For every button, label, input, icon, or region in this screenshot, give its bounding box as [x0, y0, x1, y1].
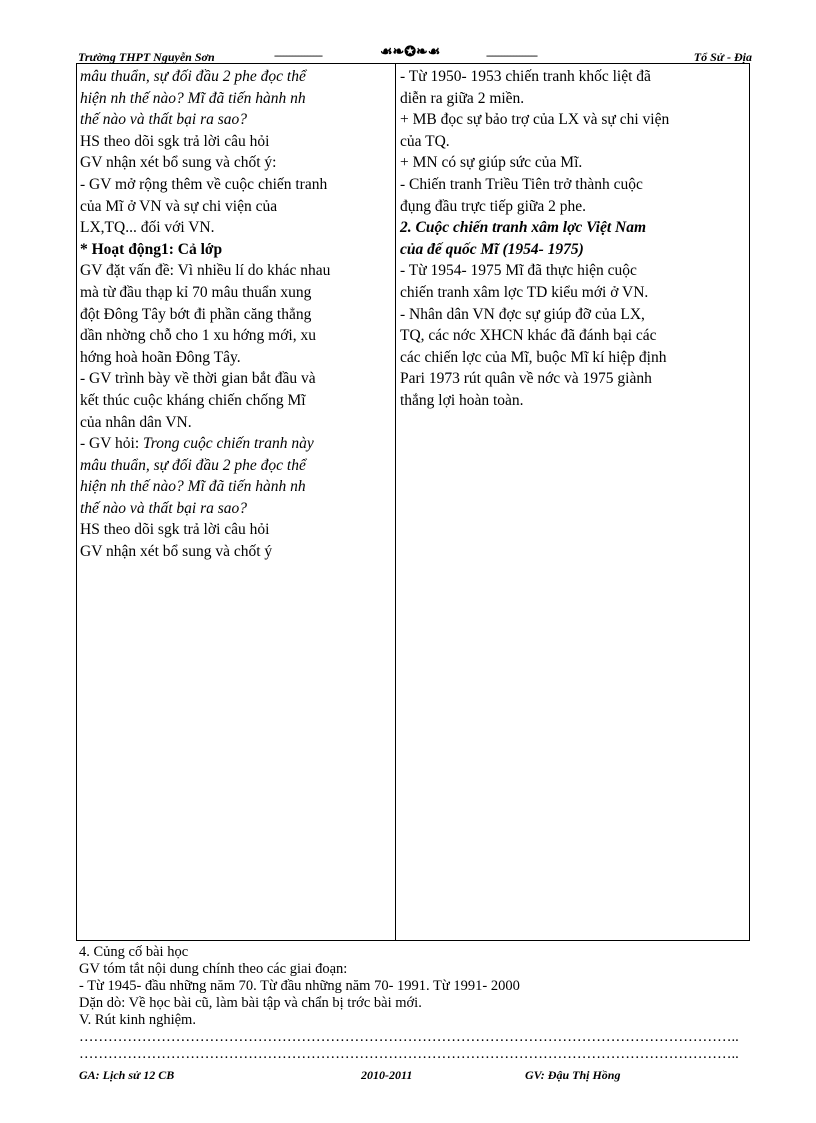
text-line-span: diễn ra giữa 2 miền.: [400, 89, 525, 107]
header-rule-left: ----------------: [274, 48, 322, 62]
text-line-span: chiến tranh xâm lợc TD kiểu mới ở VN.: [400, 283, 649, 301]
text-line-span: + MN có sự giúp sức của Mĩ.: [400, 154, 583, 172]
text-line-span: của đế quốc Mĩ (1954- 1975): [400, 240, 584, 258]
column-divider: [395, 64, 396, 940]
text-line: [80, 390, 392, 412]
footer-line: ………………………………………………………………………………………………………………………..: [79, 1029, 739, 1045]
text-line: [80, 368, 392, 390]
text-line-span: Pari 1973 rút quân về nớc và 1975 giành: [400, 370, 652, 388]
text-line: [400, 217, 746, 239]
text-line-span: hiện nh thế nào? Mĩ đã tiến hành nh: [80, 89, 306, 107]
text-line: [400, 260, 746, 282]
text-line: [80, 260, 392, 282]
text-line: [80, 282, 392, 304]
footer-line: V. Rút kinh nghiệm.: [79, 1012, 196, 1028]
text-line-span: + MB đọc sự bảo trợ của LX và sự chi viện: [400, 111, 670, 129]
text-line: [80, 476, 392, 498]
text-line-span: * Hoạt động1: Cả lớp: [80, 240, 223, 258]
text-line: [80, 304, 392, 326]
text-line: [80, 109, 392, 131]
footer-year: 2010-2011: [361, 1068, 413, 1082]
footer-line: - Từ 1945- đầu những năm 70. Từ đầu những năm 70- 1991. Từ 1991- 2000: [79, 978, 520, 994]
text-line-span: HS theo dõi sgk trả lời câu hỏi: [80, 521, 270, 539]
text-line: [400, 347, 746, 369]
lesson-content-column: [400, 66, 746, 412]
text-line-span: đụng đầu trực tiếp giữa 2 phe.: [400, 197, 586, 215]
text-line: [80, 66, 392, 88]
text-line: [80, 152, 392, 174]
text-line-span: - GV mở rộng thêm về cuộc chiến tranh: [80, 175, 328, 193]
footer-subject: GA: Lịch sử 12 CB: [79, 1068, 175, 1082]
text-line: [80, 239, 392, 261]
header-school: Trường THPT Nguyễn Sơn: [78, 50, 215, 64]
text-line-span: thắng lợi hoàn toàn.: [400, 391, 524, 409]
teacher-student-activities-column: [80, 66, 392, 563]
text-line: [80, 196, 392, 218]
text-line-span: thế nào và thất bại ra sao?: [80, 499, 248, 517]
lesson-table: [76, 63, 750, 941]
text-line-span: 2. Cuộc chiến tranh xâm lợc Việt Nam: [400, 219, 647, 237]
text-line-span: LX,TQ... đối với VN.: [80, 219, 215, 237]
text-line-span: của Mĩ ở VN và sự chi viện của: [80, 197, 278, 215]
footer-teacher: GV: Đậu Thị Hồng: [525, 1068, 621, 1082]
text-line-span: HS theo dõi sgk trả lời câu hỏi: [80, 132, 270, 150]
text-line: [80, 412, 392, 434]
text-line-span: thế nào và thất bại ra sao?: [80, 111, 248, 129]
text-line-span: mà từ đầu thạp kỉ 70 mâu thuẩn xung: [80, 283, 312, 301]
text-line: [80, 174, 392, 196]
text-line: [400, 390, 746, 412]
footer-line: Dặn dò: Về học bài cũ, làm bài tập và chẩn bị trớc bài mới.: [79, 995, 422, 1011]
text-line: [400, 368, 746, 390]
text-line-span: GV nhận xét bổ sung và chốt ý:: [80, 154, 277, 172]
text-line: [400, 325, 746, 347]
text-line: [400, 152, 746, 174]
text-line-italic: Trong cuộc chiến tranh này: [143, 435, 314, 453]
text-line-span: - Từ 1954- 1975 Mĩ đã thực hiện cuộc: [400, 262, 637, 280]
text-line: [400, 304, 746, 326]
text-line-span: - Từ 1950- 1953 chiến tranh khốc liệt đã: [400, 68, 651, 85]
text-line-span: của nhân dân VN.: [80, 413, 192, 431]
page-footer: [79, 1068, 735, 1082]
text-line-span: TQ, các nớc XHCN khác đã đánh bại các: [400, 327, 657, 345]
text-line-span: kết thúc cuộc kháng chiến chống Mĩ: [80, 391, 306, 409]
text-line-span: - Chiến tranh Triều Tiên trở thành cuộc: [400, 175, 643, 193]
text-line: [400, 196, 746, 218]
text-line-span: của TQ.: [400, 132, 450, 150]
text-line-span: các chiến lợc của Mĩ, buộc Mĩ kí hiệp định: [400, 348, 667, 366]
text-line-span: hớng hoà hoãn Đông Tây.: [80, 348, 241, 366]
text-line: [400, 282, 746, 304]
text-line: [80, 131, 392, 153]
text-line-span: đột Đông Tây bớt đi phần căng thẳng: [80, 305, 312, 323]
text-line: [80, 433, 392, 455]
text-line: [80, 519, 392, 541]
footer-line: ………………………………………………………………………………………………………………………..: [79, 1046, 739, 1062]
text-line: [400, 66, 746, 88]
text-line-span: - GV hỏi:: [80, 435, 144, 453]
text-line: [80, 325, 392, 347]
text-line-span: - Nhân dân VN đợc sự giúp đỡ của LX,: [400, 305, 645, 323]
text-line: [80, 88, 392, 110]
text-line: [80, 541, 392, 563]
header-department: Tổ Sử - Địa: [693, 50, 752, 64]
text-line-span: hiện nh thế nào? Mĩ đã tiến hành nh: [80, 478, 306, 496]
text-line: [400, 88, 746, 110]
text-line: [400, 109, 746, 131]
footer-line: 4. Củng cố bài học: [79, 944, 189, 960]
text-line: [400, 239, 746, 261]
text-line-span: mâu thuẩn, sự đối đầu 2 phe đọc thể: [80, 456, 306, 474]
text-line-span: GV nhận xét bổ sung và chốt ý: [80, 543, 273, 561]
text-line: [400, 174, 746, 196]
text-line: [80, 217, 392, 239]
footer-line: GV tóm tắt nội dung chính theo các giai đoạn:: [79, 961, 348, 977]
text-line: [80, 498, 392, 520]
text-line: [80, 455, 392, 477]
text-line-span: - GV trình bày về thời gian bắt đầu và: [80, 370, 316, 388]
header-rule-right: -----------------: [486, 48, 537, 62]
header-ornament-icon: ☙❧✪❧☙: [380, 45, 441, 60]
text-line-span: mâu thuẩn, sự đối đầu 2 phe đọc thể: [80, 68, 306, 85]
text-line-span: GV đặt vấn đề: Vì nhiều lí do khác nhau: [80, 262, 331, 280]
text-line: [80, 347, 392, 369]
text-line-span: dần nhờng chỗ cho 1 xu hớng mới, xu: [80, 327, 316, 345]
text-line: [400, 131, 746, 153]
lesson-footer: [79, 944, 739, 1063]
